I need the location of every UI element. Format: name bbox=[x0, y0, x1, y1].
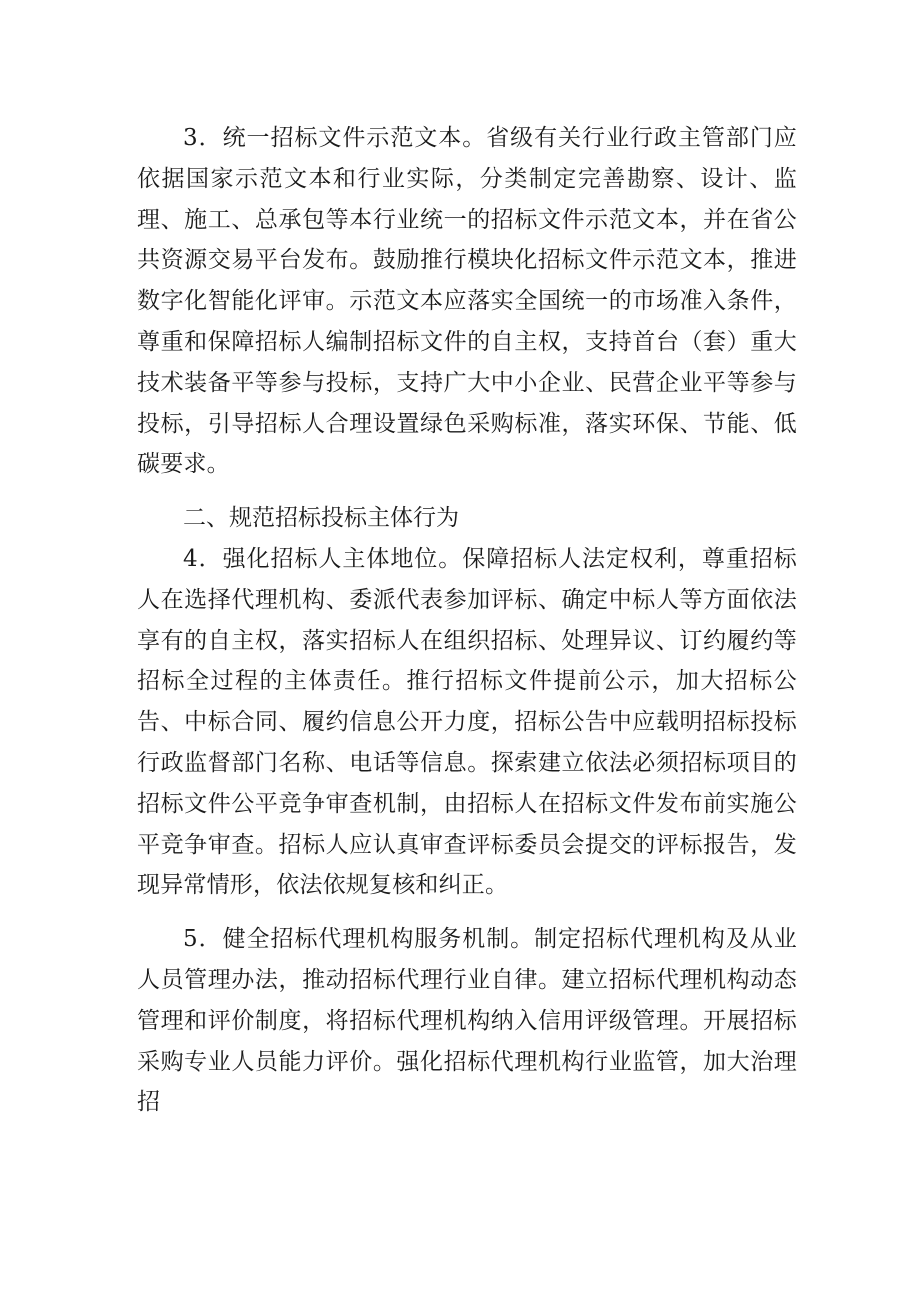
document-page bbox=[137, 118, 797, 1123]
section-heading: 二、规范招标投标主体行为 bbox=[183, 505, 459, 532]
paragraph-item-4: 4．强化招标人主体地位。保障招标人法定权利，尊重招标人在选择代理机构、委派代表参加评标、确定中标人等方面依法享有的自主权，落实招标人在组织招标、处理异议、订约履约等招标全过程的主体责任。推行招标文件提前公示，加大招标公告、中标合同、履约信息公开力度，招标公告中应载明招标投标行政监督部门名称、电话等信息。探索建立依法必须招标项目的招标文件公平竞争审查机制，由招标人在招标文件发布前实施公平竞争审查。招标人应认真审查评标委员会提交的评标报告，发现异常情形，依法依规复核和纠正。 bbox=[137, 545, 797, 899]
paragraph-item-5: 5．健全招标代理机构服务机制。制定招标代理机构及从业人员管理办法，推动招标代理行业自律。建立招标代理机构动态管理和评价制度，将招标代理机构纳入信用评级管理。开展招标采购专业人员能力评价。强化招标代理机构行业监管，加大治理招 bbox=[137, 926, 797, 1116]
paragraph-item-3: 3．统一招标文件示范文本。省级有关行业行政主管部门应依据国家示范文本和行业实际，分类制定完善勘察、设计、监理、施工、总承包等本行业统一的招标文件示范文本，并在省公共资源交易平台发布。鼓励推行模块化招标文件示范文本，推进数字化智能化评审。示范文本应落实全国统一的市场准入条件，尊重和保障招标人编制招标文件的自主权，支持首台（套）重大技术装备平等参与投标，支持广大中小企业、民营企业平等参与投标，引导招标人合理设置绿色采购标准，落实环保、节能、低碳要求。 bbox=[137, 125, 797, 478]
